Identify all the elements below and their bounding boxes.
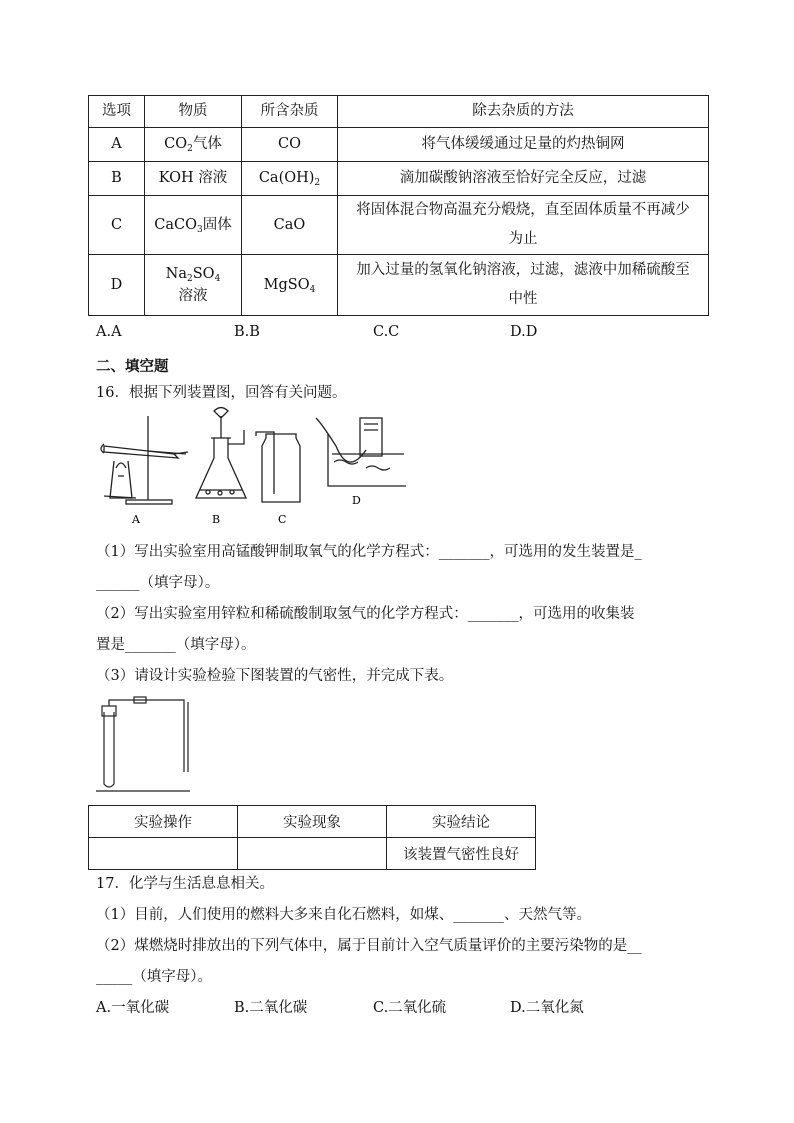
- table-row: [89, 128, 709, 162]
- label-a: A: [132, 513, 140, 526]
- q17-stem: 17．化学与生活息息相关。: [96, 876, 274, 892]
- cell-substance: CaCO$_3$固体: [145, 196, 242, 255]
- q16-sub1-line1: （1）写出实验室用高锰酸钾制取氧气的化学方程式：_______，可选用的发生装置是_: [96, 544, 642, 560]
- col-header-operation: 实验操作: [89, 806, 238, 838]
- cell-conclusion: 该装置气密性良好: [387, 838, 536, 870]
- answer-option-b: B.B: [234, 324, 260, 340]
- cell-method: 加入过量的氢氧化钠溶液，过滤，滤液中加稀硫酸至中性: [338, 255, 709, 316]
- cell-method: 滴加碳酸钠溶液至恰好完全反应，过滤: [338, 162, 709, 196]
- label-b: B: [212, 513, 221, 526]
- label-d: D: [352, 494, 361, 507]
- q17-sub2-line2: _____（填字母）。: [96, 969, 212, 985]
- airtightness-apparatus: [96, 694, 196, 794]
- q16-sub3: （3）请设计实验检验下图装置的气密性，并完成下表。: [96, 668, 454, 684]
- cell-impurity: CO: [242, 128, 338, 162]
- q17-option-c: C.二氧化硫: [373, 1000, 447, 1016]
- cell-substance: KOH 溶液: [145, 162, 242, 196]
- table-row: [89, 838, 536, 870]
- cell-impurity: MgSO$_4$: [242, 255, 338, 316]
- q16-stem: 16．根据下列装置图，回答有关问题。: [96, 385, 347, 401]
- q17-sub1: （1）目前，人们使用的燃料大多来自化石燃料，如煤、_______、天然气等。: [96, 907, 591, 923]
- answer-option-d: D.D: [510, 324, 538, 340]
- airtightness-table: [88, 805, 536, 870]
- apparatus-figure: [96, 406, 406, 528]
- col-header-phenomenon: 实验现象: [238, 806, 387, 838]
- cell-impurity: $Ca(OH)_2$: [242, 162, 338, 196]
- q17-option-d: D.二氧化氮: [510, 1000, 584, 1016]
- col-header-impurity: 所含杂质: [242, 96, 338, 128]
- answer-option-c: C.C: [373, 324, 400, 340]
- cell-operation: [89, 838, 238, 870]
- section-title: 二、填空题: [96, 358, 169, 375]
- cell-substance: $Na_2SO_4$ 溶液: [145, 255, 242, 316]
- cell-substance: $CO_2$气体: [145, 128, 242, 162]
- q16-sub1-line2: ______（填字母）。: [96, 575, 220, 591]
- table-row: [89, 196, 709, 255]
- cell-phenomenon: [238, 838, 387, 870]
- col-header-substance: 物质: [145, 96, 242, 128]
- q16-sub2-line1: （2）写出实验室用锌粒和稀硫酸制取氢气的化学方程式：_______，可选用的收集装: [96, 606, 635, 622]
- cell-option: A: [89, 128, 145, 162]
- q17-sub2-line1: （2）煤燃烧时排放出的下列气体中，属于目前计入空气质量评价的主要污染物的是__: [96, 938, 642, 954]
- col-header-option: 选项: [89, 96, 145, 128]
- col-header-method: 除去杂质的方法: [338, 96, 709, 128]
- cell-method: 将固体混合物高温充分煅烧，直至固体质量不再减少为止: [338, 196, 709, 255]
- q17-option-b: B.二氧化碳: [234, 1000, 308, 1016]
- q16-sub2-line2: 置是_______（填字母）。: [96, 637, 256, 653]
- q17-option-a: A.一氧化碳: [96, 1000, 170, 1016]
- cell-method: 将气体缓缓通过足量的灼热铜网: [338, 128, 709, 162]
- cell-option: B: [89, 162, 145, 196]
- col-header-conclusion: 实验结论: [387, 806, 536, 838]
- cell-option: D: [89, 255, 145, 316]
- cell-impurity: CaO: [242, 196, 338, 255]
- table-row: [89, 162, 709, 196]
- answer-option-a: A.A: [96, 324, 122, 340]
- table-row: [89, 255, 709, 316]
- cell-option: C: [89, 196, 145, 255]
- impurity-table: [88, 95, 709, 316]
- label-c: C: [278, 513, 287, 526]
